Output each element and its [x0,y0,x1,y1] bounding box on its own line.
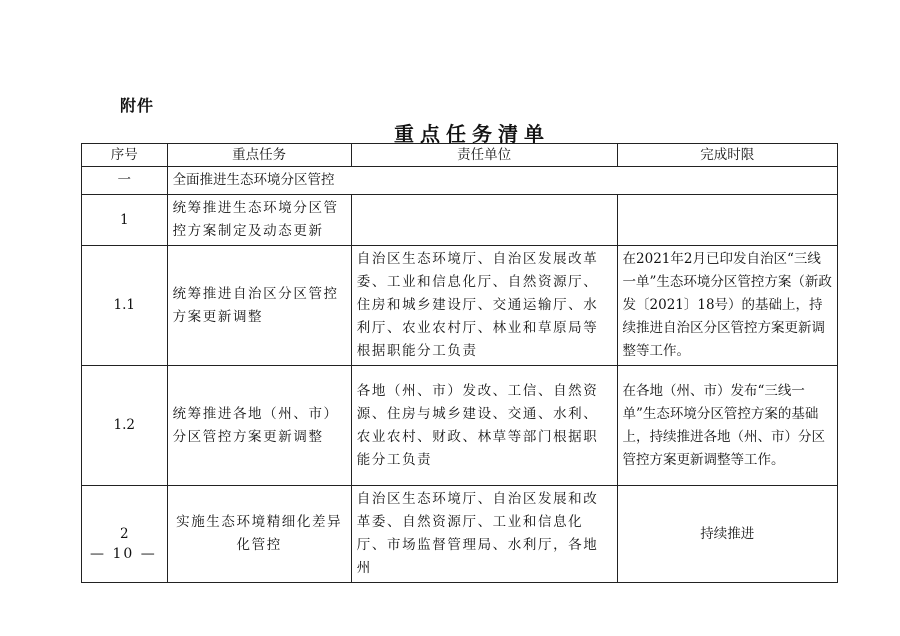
task-table [81,143,838,583]
table-row [82,246,838,366]
header-task: 重点任务 [167,144,351,167]
row-deadline [617,195,837,246]
header-number: 序号 [82,144,168,167]
table-row [82,486,838,583]
section-number: 一 [82,167,168,195]
row-task: 统筹推进自治区分区管控方案更新调整 [167,246,351,366]
row-number: 1.1 [82,246,168,366]
page-number: — 10 — [90,546,157,562]
row-unit [351,195,617,246]
section-title: 全面推进生态环境分区管控 [167,167,837,195]
row-task: 实施生态环境精细化差异化管控 [167,486,351,583]
row-unit: 各地（州、市）发改、工信、自然资源、住房与城乡建设、交通、水利、农业农村、财政、林草等部门根据职能分工负责 [351,366,617,486]
row-number: 1.2 [82,366,168,486]
row-unit: 自治区生态环境厅、自治区发展和改革委、自然资源厅、工业和信息化厅、市场监督管理局、水利厅，各地州 [351,486,617,583]
row-task: 统筹推进各地（州、市）分区管控方案更新调整 [167,366,351,486]
section-row [82,167,838,195]
row-deadline: 在2021年2月已印发自治区“三线一单”生态环境分区管控方案（新政发〔2021〕18号）的基础上，持续推进自治区分区管控方案更新调整等工作。 [617,246,837,366]
attachment-label: 附件 [120,96,155,115]
row-deadline: 持续推进 [617,486,837,583]
row-unit: 自治区生态环境厅、自治区发展改革委、工业和信息化厅、自然资源厅、住房和城乡建设厅、交通运输厅、水利厅、农业农村厅、林业和草原局等根据职能分工负责 [351,246,617,366]
table-row [82,366,838,486]
row-task: 统筹推进生态环境分区管控方案制定及动态更新 [167,195,351,246]
row-number: 1 [82,195,168,246]
table-header-row [82,144,838,167]
table-row [82,195,838,246]
header-unit: 责任单位 [351,144,617,167]
row-deadline: 在各地（州、市）发布“三线一单”生态环境分区管控方案的基础上，持续推进各地（州、市）分区管控方案更新调整等工作。 [617,366,837,486]
header-deadline: 完成时限 [617,144,837,167]
document-title: 重点任务清单 [394,122,550,146]
row-number: 2 [82,486,168,583]
